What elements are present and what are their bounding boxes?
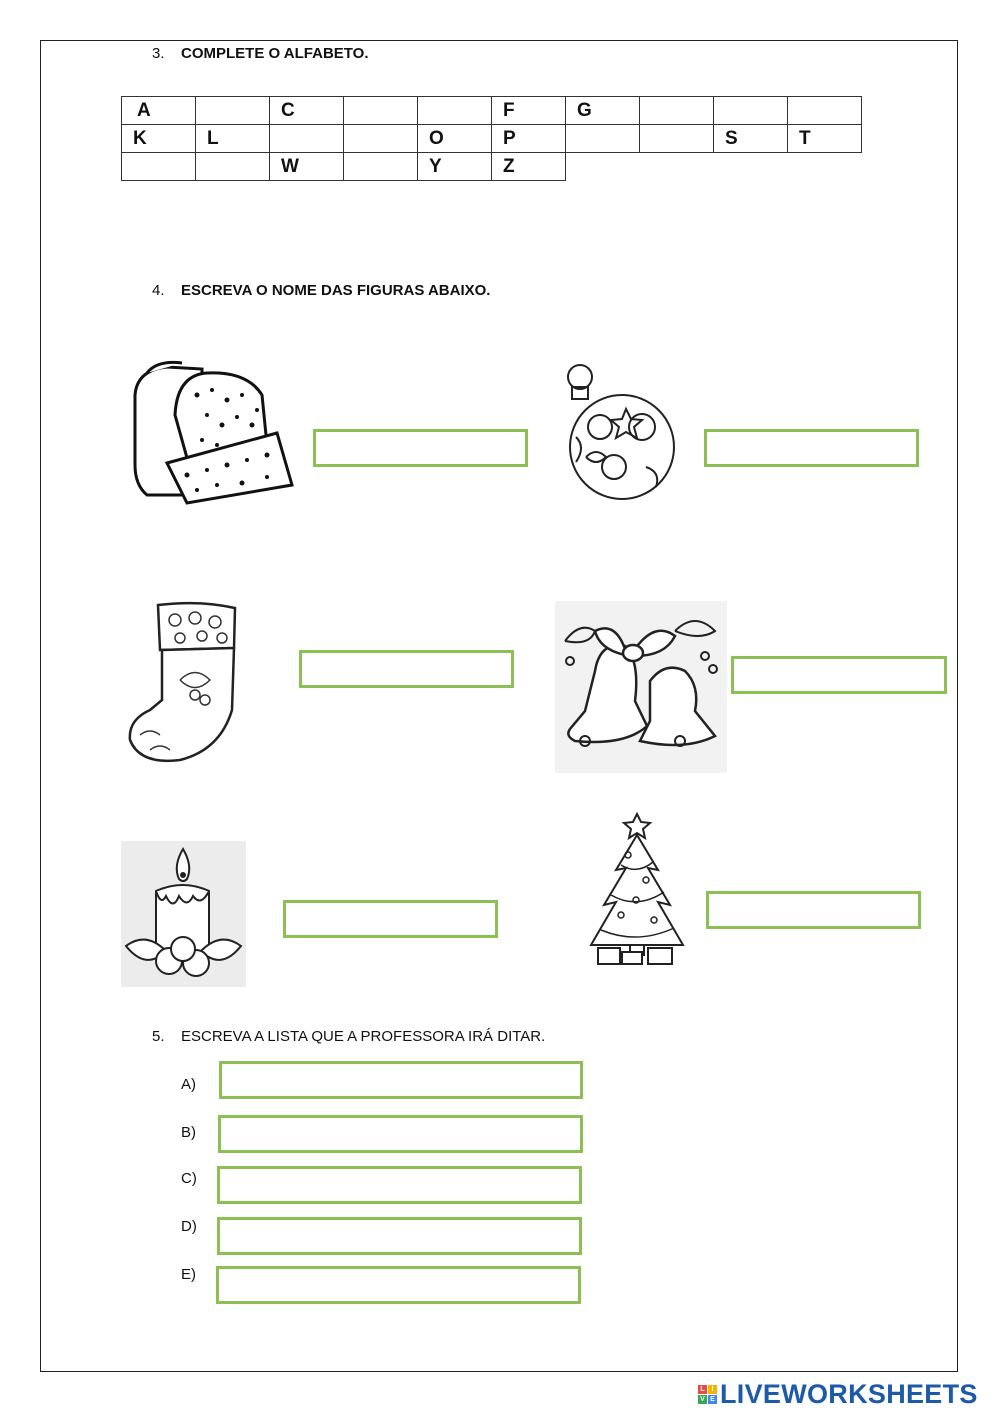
alphabet-cell: S <box>714 125 788 153</box>
logo-block: L <box>698 1385 707 1394</box>
alphabet-cell[interactable] <box>122 153 196 181</box>
logo-block: E <box>708 1395 717 1404</box>
ornament-image <box>556 357 684 513</box>
section-5-title: ESCREVA A LISTA QUE A PROFESSORA IRÁ DITAR. <box>181 1028 546 1045</box>
alphabet-cell: L <box>196 125 270 153</box>
stocking-image <box>120 600 242 766</box>
liveworksheets-logo <box>698 1377 978 1411</box>
alphabet-cell: C <box>270 97 344 125</box>
alphabet-cell[interactable] <box>196 97 270 125</box>
alphabet-cell[interactable] <box>418 97 492 125</box>
alphabet-cell[interactable] <box>788 97 862 125</box>
alphabet-row-1 <box>122 97 862 125</box>
alphabet-cell[interactable] <box>344 153 418 181</box>
alphabet-cell[interactable] <box>344 97 418 125</box>
section-4-title: ESCREVA O NOME DAS FIGURAS ABAIXO. <box>181 282 491 299</box>
answer-box-panettone[interactable] <box>313 429 528 467</box>
logo-block: V <box>698 1395 707 1404</box>
logo-blocks-icon <box>698 1385 717 1404</box>
alphabet-cell: K <box>122 125 196 153</box>
section-4-number: 4. <box>152 282 165 299</box>
alphabet-cell[interactable] <box>566 125 640 153</box>
list-item-label-c: C) <box>181 1170 197 1187</box>
answer-box-stocking[interactable] <box>299 650 514 688</box>
answer-box-ornament[interactable] <box>704 429 919 467</box>
alphabet-cell[interactable] <box>640 125 714 153</box>
section-3-heading <box>152 45 369 62</box>
alphabet-cell: T <box>788 125 862 153</box>
alphabet-cell[interactable] <box>714 97 788 125</box>
alphabet-cell: A <box>122 97 196 125</box>
list-answer-box-e[interactable] <box>216 1266 581 1304</box>
alphabet-cell-blank <box>640 153 714 181</box>
bells-image <box>555 601 727 773</box>
alphabet-cell[interactable] <box>196 153 270 181</box>
alphabet-row-2 <box>122 125 862 153</box>
alphabet-table <box>121 96 862 181</box>
alphabet-cell: Y <box>418 153 492 181</box>
alphabet-cell: G <box>566 97 640 125</box>
section-5-number: 5. <box>152 1028 165 1045</box>
section-3-number: 3. <box>152 45 165 62</box>
alphabet-row-3 <box>122 153 862 181</box>
list-answer-box-d[interactable] <box>217 1217 582 1255</box>
alphabet-cell[interactable] <box>640 97 714 125</box>
alphabet-cell: O <box>418 125 492 153</box>
answer-box-bells[interactable] <box>731 656 947 694</box>
list-answer-box-a[interactable] <box>219 1061 583 1099</box>
candle-image <box>121 841 246 987</box>
alphabet-cell: P <box>492 125 566 153</box>
christmas-tree-image <box>586 810 688 968</box>
alphabet-cell: F <box>492 97 566 125</box>
alphabet-cell-blank <box>566 153 640 181</box>
alphabet-cell-blank <box>714 153 788 181</box>
section-4-heading <box>152 282 490 299</box>
list-answer-box-c[interactable] <box>217 1166 582 1204</box>
panettone-image <box>127 355 299 515</box>
list-item-label-b: B) <box>181 1124 196 1141</box>
answer-box-christmas-tree[interactable] <box>706 891 921 929</box>
alphabet-cell[interactable] <box>344 125 418 153</box>
answer-box-candle[interactable] <box>283 900 498 938</box>
list-item-label-a: A) <box>181 1076 196 1093</box>
section-3-title: COMPLETE O ALFABETO. <box>181 45 369 62</box>
list-answer-box-b[interactable] <box>218 1115 583 1153</box>
alphabet-cell: W <box>270 153 344 181</box>
list-item-label-d: D) <box>181 1218 197 1235</box>
alphabet-cell[interactable] <box>270 125 344 153</box>
alphabet-cell-blank <box>788 153 862 181</box>
logo-block: I <box>708 1385 717 1394</box>
alphabet-cell: Z <box>492 153 566 181</box>
logo-wordmark: LIVEWORKSHEETS <box>720 1378 978 1409</box>
section-5-heading <box>152 1028 545 1045</box>
list-item-label-e: E) <box>181 1266 196 1283</box>
